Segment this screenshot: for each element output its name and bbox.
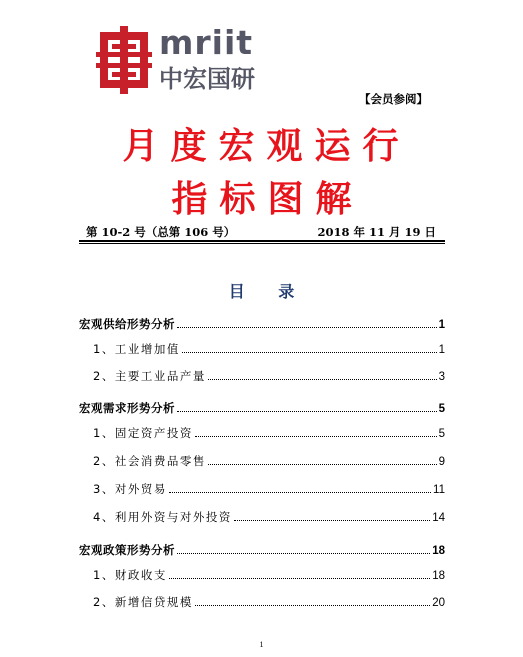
report-title-line-1: 月度宏观运行 — [122, 125, 411, 167]
header-divider — [79, 240, 445, 242]
toc-entry-label: 4、利用外资与对外投资 — [93, 510, 232, 524]
toc-entry-page: 18 — [432, 545, 445, 557]
toc-entry-page: 1 — [438, 344, 445, 356]
toc-entry-page: 3 — [438, 371, 445, 383]
page-number: 1 — [259, 640, 264, 649]
logo-text-en: mriit — [159, 23, 254, 62]
toc-entry-label: 宏观供给形势分析 — [79, 317, 175, 331]
toc-entry-label: 2、社会消费品零售 — [93, 454, 206, 468]
toc-leader-dots — [177, 326, 437, 328]
toc-entry-page: 5 — [438, 403, 445, 415]
logo-text-cn: 中宏国研 — [159, 65, 255, 93]
member-reference-tag: 【会员参阅】 — [359, 92, 428, 106]
toc-entry-label: 1、工业增加值 — [93, 342, 180, 356]
toc-entry-supply[interactable] — [79, 316, 445, 332]
toc-entry-page: 18 — [432, 570, 445, 582]
toc-entry-retail-sales[interactable] — [79, 453, 445, 469]
mriit-logo-mark-icon — [96, 26, 152, 94]
toc-entry-policy[interactable] — [79, 542, 445, 558]
toc-leader-dots — [195, 604, 430, 606]
toc-entry-label: 宏观政策形势分析 — [79, 543, 175, 557]
toc-entry-label: 1、财政收支 — [93, 568, 167, 582]
toc-entry-page: 1 — [438, 319, 445, 331]
toc-leader-dots — [169, 491, 431, 493]
toc-entry-industrial-value-added[interactable] — [79, 341, 445, 357]
issue-number: 第 10-2 号（总第 106 号） — [86, 225, 236, 239]
toc-entry-label: 1、固定资产投资 — [93, 426, 193, 440]
toc-entry-page: 9 — [438, 456, 445, 468]
issue-date: 2018 年 11 月 19 日 — [317, 225, 436, 239]
toc-leader-dots — [234, 519, 430, 521]
toc-entry-label: 宏观需求形势分析 — [79, 401, 175, 415]
toc-leader-dots — [208, 378, 437, 380]
report-title-line-2: 指标图解 — [171, 178, 364, 220]
toc-entry-industrial-output[interactable] — [79, 368, 445, 384]
toc-entry-foreign-trade[interactable] — [79, 481, 445, 497]
toc-entry-label: 2、新增信贷规模 — [93, 595, 193, 609]
header-divider-thin — [79, 243, 445, 244]
toc-leader-dots — [177, 552, 430, 554]
toc-entry-demand[interactable] — [79, 400, 445, 416]
toc-entry-label: 2、主要工业品产量 — [93, 369, 206, 383]
toc-entry-page: 5 — [438, 428, 445, 440]
toc-leader-dots — [177, 410, 437, 412]
toc-heading: 目 录 — [228, 282, 309, 301]
toc-leader-dots — [182, 351, 437, 353]
toc-leader-dots — [195, 435, 437, 437]
toc-entry-page: 20 — [432, 597, 445, 609]
mriit-logo — [96, 23, 264, 96]
toc-entry-page: 11 — [433, 484, 445, 496]
toc-entry-new-credit[interactable] — [79, 594, 445, 610]
toc-leader-dots — [169, 577, 430, 579]
toc-entry-page: 14 — [432, 512, 445, 524]
toc-entry-fixed-asset-investment[interactable] — [79, 425, 445, 441]
toc-entry-label: 3、对外贸易 — [93, 482, 167, 496]
toc-entry-fiscal[interactable] — [79, 567, 445, 583]
toc-leader-dots — [208, 463, 437, 465]
toc-entry-foreign-investment[interactable] — [79, 509, 445, 525]
